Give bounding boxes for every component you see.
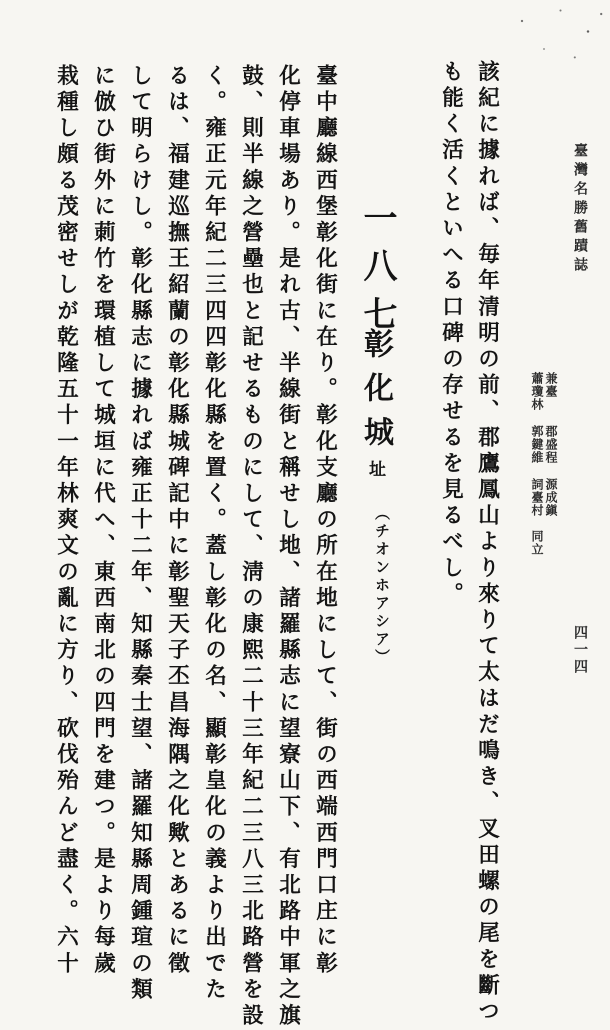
text-column-2: も能く活くといへる口碑の存せるを見るべし。 [438, 60, 464, 609]
text-column-6: く。雍正元年紀二三四四彰化縣を置く。蓋し彰化の名、顯彰皇化の義より出でた [201, 64, 227, 1004]
text-column-5: 鼓、則半線之營壘也と記せるものにして、淸の康熙二十三年紀二三八三北路營を設 [238, 64, 264, 1030]
entry-reading: （チオンホアシア） [373, 505, 391, 667]
text-column-8: して明らけし。彰化縣志に據れば雍正十二年、知縣秦士望、諸羅知縣周鍾瑄の類 [127, 64, 153, 1004]
text-column-9: に倣ひ街外に莿竹を環植して城垣に代へ、東西南北の四門を建つ。是より每歲 [90, 64, 116, 978]
text-column-3: 臺中廳線西堡彰化街に在り。彰化支廳の所在地にして、街の西端西門口庄に彰 [312, 64, 338, 978]
text-column-7: るは、福建巡撫王紹蘭の彰化縣城碑記中に彰聖天子丕昌海隅之化歟とあるに徵 [164, 64, 190, 978]
credit-names-4: 同立 [530, 530, 544, 556]
credit-names-2: 郭鍵維 [530, 425, 544, 464]
credit-names-1: 蕭瓊林 [530, 372, 544, 411]
text-column-4: 化停車場あり。是れ古、半線街と稱せし地、諸羅縣志に望寮山下、有北路中軍之旗 [275, 64, 301, 1030]
text-column-10: 栽種し頗る茂密せしが乾隆五十一年林爽文の亂に方り、砍伐殆んど盡く。六十 [53, 64, 79, 978]
paper-specks [500, 0, 610, 70]
credit-role-2: 郡盛程 [544, 425, 558, 464]
entry-number: 一八七 [357, 200, 397, 344]
credit-role-1: 兼臺 [544, 372, 558, 398]
credit-names-3: 詞臺村 [530, 478, 544, 517]
entry-title: 彰化城 [358, 328, 393, 460]
entry-title-suffix: 址 [365, 460, 385, 477]
text-column-1: 該紀に據れば、毎年清明の前、郡鷹鳳山より來りて太はだ鳴き、叉田螺の尾を斷つ [474, 60, 500, 1026]
credit-role-3: 源成鎭 [544, 478, 558, 517]
page-number: 四一四 [572, 625, 588, 676]
entry-title-group [358, 328, 393, 477]
running-header-title: 臺灣名勝舊蹟誌 [572, 143, 588, 276]
